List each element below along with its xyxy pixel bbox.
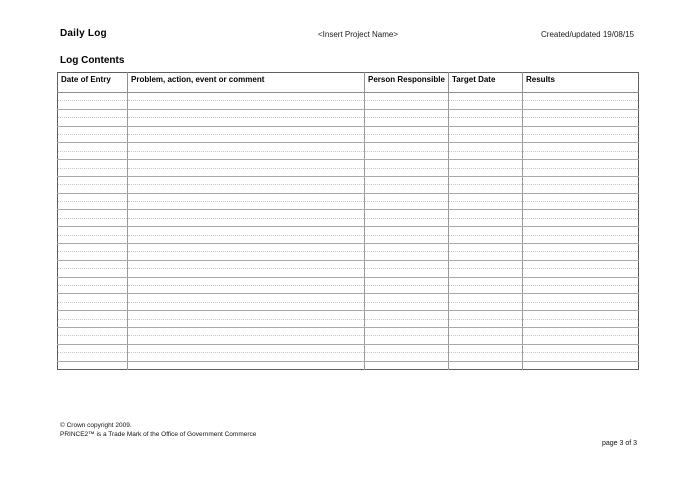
empty-cell <box>523 143 639 151</box>
empty-cell <box>365 277 449 285</box>
empty-cell <box>449 361 523 369</box>
table-row <box>58 235 639 243</box>
table-row <box>58 294 639 302</box>
empty-cell <box>449 353 523 361</box>
empty-cell <box>449 210 523 218</box>
empty-cell <box>449 93 523 101</box>
column-header-person-responsible: Person Responsible <box>365 73 449 93</box>
column-header-target-date: Target Date <box>449 73 523 93</box>
empty-cell <box>365 93 449 101</box>
empty-cell <box>128 277 365 285</box>
empty-cell <box>365 344 449 352</box>
column-header-problem-action-event-or-comment: Problem, action, event or comment <box>128 73 365 93</box>
table-row <box>58 361 639 369</box>
empty-cell <box>128 101 365 109</box>
empty-cell <box>523 227 639 235</box>
empty-cell <box>365 101 449 109</box>
empty-cell <box>128 176 365 184</box>
empty-cell <box>523 151 639 159</box>
empty-cell <box>128 143 365 151</box>
table-row <box>58 101 639 109</box>
empty-cell <box>128 302 365 310</box>
empty-cell <box>365 109 449 117</box>
project-name-placeholder: <Insert Project Name> <box>318 30 399 39</box>
empty-cell <box>58 260 128 268</box>
empty-cell <box>128 244 365 252</box>
copyright-line: © Crown copyright 2009. <box>60 422 132 429</box>
table-row <box>58 109 639 117</box>
empty-cell <box>58 244 128 252</box>
empty-cell <box>58 210 128 218</box>
table-row <box>58 319 639 327</box>
empty-cell <box>58 302 128 310</box>
table-row <box>58 260 639 268</box>
empty-cell <box>58 160 128 168</box>
empty-cell <box>523 126 639 134</box>
empty-cell <box>365 176 449 184</box>
empty-cell <box>449 109 523 117</box>
empty-cell <box>365 244 449 252</box>
table-row <box>58 185 639 193</box>
empty-cell <box>365 353 449 361</box>
created-updated-date: Created/updated 19/08/15 <box>541 30 634 39</box>
column-header-date-of-entry: Date of Entry <box>58 73 128 93</box>
empty-cell <box>365 193 449 201</box>
empty-cell <box>449 227 523 235</box>
empty-cell <box>58 269 128 277</box>
empty-cell <box>449 101 523 109</box>
empty-cell <box>58 185 128 193</box>
empty-cell <box>128 109 365 117</box>
document-title: Daily Log <box>60 28 107 39</box>
column-header-results: Results <box>523 73 639 93</box>
empty-cell <box>58 134 128 142</box>
empty-cell <box>449 260 523 268</box>
empty-cell <box>523 176 639 184</box>
document-footer <box>60 421 256 439</box>
empty-cell <box>449 193 523 201</box>
empty-cell <box>128 160 365 168</box>
empty-cell <box>58 252 128 260</box>
empty-cell <box>58 327 128 335</box>
trademark-line: PRINCE2™ is a Trade Mark of the Office of Government Commerce <box>60 431 257 438</box>
empty-cell <box>58 109 128 117</box>
empty-cell <box>365 210 449 218</box>
empty-cell <box>128 93 365 101</box>
empty-cell <box>449 176 523 184</box>
table-row <box>58 311 639 319</box>
empty-cell <box>365 126 449 134</box>
empty-cell <box>58 336 128 344</box>
empty-cell <box>128 235 365 243</box>
empty-cell <box>449 277 523 285</box>
empty-cell <box>128 269 365 277</box>
empty-cell <box>449 151 523 159</box>
empty-cell <box>449 185 523 193</box>
empty-cell <box>128 118 365 126</box>
empty-cell <box>365 134 449 142</box>
table-row <box>58 202 639 210</box>
empty-cell <box>58 143 128 151</box>
empty-cell <box>365 185 449 193</box>
empty-cell <box>128 336 365 344</box>
empty-cell <box>58 227 128 235</box>
empty-cell <box>58 93 128 101</box>
empty-cell <box>128 202 365 210</box>
empty-cell <box>128 227 365 235</box>
table-row <box>58 277 639 285</box>
table-row <box>58 126 639 134</box>
table-header-row <box>58 73 639 93</box>
empty-cell <box>128 285 365 293</box>
empty-cell <box>449 160 523 168</box>
empty-cell <box>449 252 523 260</box>
empty-cell <box>449 294 523 302</box>
empty-cell <box>523 269 639 277</box>
empty-cell <box>523 344 639 352</box>
empty-cell <box>128 134 365 142</box>
table-row <box>58 168 639 176</box>
empty-cell <box>449 302 523 310</box>
empty-cell <box>523 185 639 193</box>
empty-cell <box>128 294 365 302</box>
table-row <box>58 160 639 168</box>
empty-cell <box>365 294 449 302</box>
empty-cell <box>58 151 128 159</box>
table-row <box>58 143 639 151</box>
empty-cell <box>58 285 128 293</box>
empty-cell <box>523 202 639 210</box>
table-row <box>58 176 639 184</box>
empty-cell <box>365 319 449 327</box>
empty-cell <box>523 327 639 335</box>
empty-cell <box>523 160 639 168</box>
empty-cell <box>58 168 128 176</box>
empty-cell <box>449 244 523 252</box>
empty-cell <box>128 344 365 352</box>
table-row <box>58 151 639 159</box>
empty-cell <box>365 269 449 277</box>
empty-cell <box>449 118 523 126</box>
table-row <box>58 134 639 142</box>
empty-cell <box>449 344 523 352</box>
empty-cell <box>58 344 128 352</box>
empty-cell <box>449 126 523 134</box>
table-row <box>58 244 639 252</box>
empty-cell <box>523 252 639 260</box>
empty-cell <box>365 202 449 210</box>
empty-cell <box>58 101 128 109</box>
empty-cell <box>58 218 128 226</box>
table-row <box>58 227 639 235</box>
empty-cell <box>58 176 128 184</box>
empty-cell <box>128 260 365 268</box>
empty-cell <box>58 193 128 201</box>
empty-cell <box>523 336 639 344</box>
empty-cell <box>365 168 449 176</box>
empty-cell <box>523 101 639 109</box>
empty-cell <box>128 210 365 218</box>
empty-cell <box>365 327 449 335</box>
empty-cell <box>523 353 639 361</box>
empty-cell <box>365 302 449 310</box>
empty-cell <box>58 294 128 302</box>
empty-cell <box>365 160 449 168</box>
table-row <box>58 353 639 361</box>
empty-cell <box>449 269 523 277</box>
empty-cell <box>523 118 639 126</box>
empty-cell <box>365 143 449 151</box>
empty-cell <box>449 285 523 293</box>
table-row <box>58 344 639 352</box>
table-row <box>58 210 639 218</box>
empty-cell <box>58 353 128 361</box>
section-title-log-contents: Log Contents <box>60 55 125 66</box>
empty-cell <box>365 311 449 319</box>
table-row <box>58 327 639 335</box>
empty-cell <box>58 361 128 369</box>
empty-cell <box>523 311 639 319</box>
table-row <box>58 118 639 126</box>
empty-cell <box>523 277 639 285</box>
empty-cell <box>58 311 128 319</box>
empty-cell <box>523 302 639 310</box>
empty-cell <box>365 118 449 126</box>
empty-cell <box>365 336 449 344</box>
empty-cell <box>365 285 449 293</box>
table-row <box>58 269 639 277</box>
empty-cell <box>128 193 365 201</box>
empty-cell <box>523 361 639 369</box>
empty-cell <box>523 218 639 226</box>
empty-cell <box>58 126 128 134</box>
empty-cell <box>365 361 449 369</box>
empty-cell <box>128 252 365 260</box>
empty-cell <box>523 244 639 252</box>
empty-cell <box>523 294 639 302</box>
empty-cell <box>523 235 639 243</box>
empty-cell <box>128 168 365 176</box>
empty-cell <box>365 151 449 159</box>
empty-cell <box>449 319 523 327</box>
empty-cell <box>523 285 639 293</box>
table-row <box>58 93 639 101</box>
empty-cell <box>58 277 128 285</box>
log-contents-table <box>57 72 639 370</box>
page-number: page 3 of 3 <box>601 440 637 447</box>
empty-cell <box>523 260 639 268</box>
empty-cell <box>128 185 365 193</box>
empty-cell <box>58 235 128 243</box>
empty-cell <box>128 327 365 335</box>
empty-cell <box>128 319 365 327</box>
empty-cell <box>128 126 365 134</box>
table-row <box>58 302 639 310</box>
empty-cell <box>128 361 365 369</box>
empty-cell <box>365 260 449 268</box>
empty-cell <box>449 143 523 151</box>
empty-cell <box>58 202 128 210</box>
empty-cell <box>523 109 639 117</box>
empty-cell <box>449 168 523 176</box>
empty-cell <box>449 235 523 243</box>
table-row <box>58 252 639 260</box>
empty-cell <box>58 118 128 126</box>
empty-cell <box>449 327 523 335</box>
empty-cell <box>523 134 639 142</box>
empty-cell <box>365 227 449 235</box>
empty-cell <box>449 202 523 210</box>
empty-cell <box>128 353 365 361</box>
empty-cell <box>523 168 639 176</box>
empty-cell <box>523 319 639 327</box>
empty-cell <box>449 218 523 226</box>
table-row <box>58 193 639 201</box>
empty-cell <box>58 319 128 327</box>
table-row <box>58 285 639 293</box>
empty-cell <box>128 311 365 319</box>
empty-cell <box>523 193 639 201</box>
empty-cell <box>449 311 523 319</box>
empty-cell <box>128 151 365 159</box>
empty-cell <box>128 218 365 226</box>
table-row <box>58 218 639 226</box>
empty-cell <box>365 235 449 243</box>
table-row <box>58 336 639 344</box>
empty-cell <box>449 336 523 344</box>
empty-cell <box>365 218 449 226</box>
empty-cell <box>449 134 523 142</box>
empty-cell <box>523 93 639 101</box>
empty-cell <box>523 210 639 218</box>
empty-cell <box>365 252 449 260</box>
